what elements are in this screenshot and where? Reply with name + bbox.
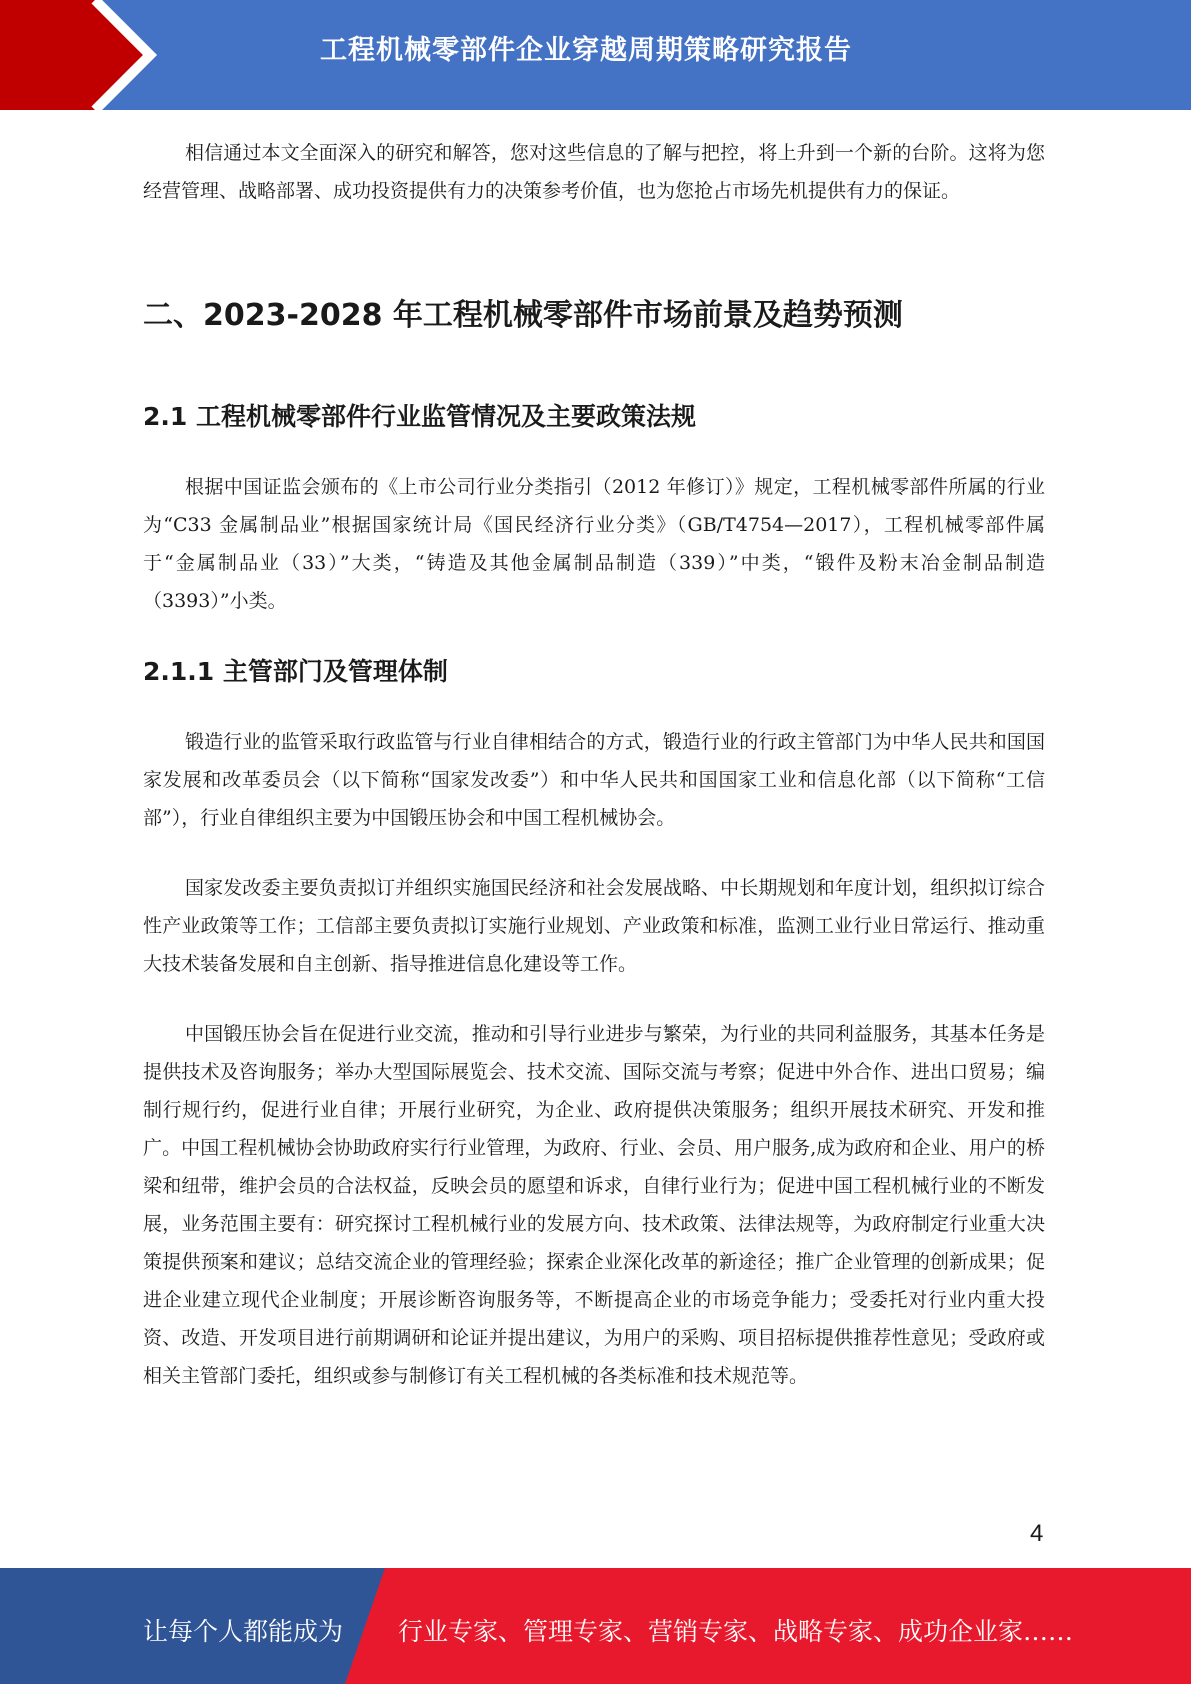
report-title: 工程机械零部件企业穿越周期策略研究报告 xyxy=(320,35,852,66)
section-2-1-body xyxy=(143,468,1045,620)
section-2-1-paragraph: 根据中国证监会颁布的《上市公司行业分类指引（2012 年修订）》规定，工程机械零部件所属的行业为“C33 金属制品业”根据国家统计局《国民经济行业分类》（GB/T4754—2017），工程机械零部件属于“金属制品业（33）”大类，“铸造及其他金属制品制造（339）”中类，“锻件及粉末冶金制品制造（3393）”小类。 xyxy=(143,476,1045,612)
page-number: 4 xyxy=(1030,1520,1044,1547)
paragraph-ndrc-miit: 国家发改委主要负责拟订并组织实施国民经济和社会发展战略、中长期规划和年度计划，组织拟订综合性产业政策等工作；工信部主要负责拟订实施行业规划、产业政策和标准，监测工业行业日常运行、推动重大技术装备发展和自主创新、指导推进信息化建设等工作。 xyxy=(143,877,1045,975)
section-2-1-1-body-3 xyxy=(143,1015,1045,1395)
intro-paragraph: 相信通过本文全面深入的研究和解答，您对这些信息的了解与把控，将上升到一个新的台阶。这将为您经营管理、战略部署、成功投资提供有力的决策参考价值，也为您抢占市场先机提供有力的保证。 xyxy=(143,142,1045,202)
footer-slogan-right: 行业专家、管理专家、营销专家、战略专家、成功企业家…… xyxy=(398,1617,1074,1646)
section-2-1-1-heading: 2.1.1 主管部门及管理体制 xyxy=(143,657,448,686)
page-header xyxy=(0,0,1191,110)
section-2-heading: 二、2023-2028 年工程机械零部件市场前景及趋势预测 xyxy=(143,298,903,333)
section-2-1-1-body xyxy=(143,723,1045,837)
paragraph-associations: 中国锻压协会旨在促进行业交流，推动和引导行业进步与繁荣，为行业的共同利益服务，其基本任务是提供技术及咨询服务；举办大型国际展览会、技术交流、国际交流与考察；促进中外合作、进出口贸易；编制行规行约，促进行业自律；开展行业研究，为企业、政府提供决策服务；组织开展技术研究、开发和推广。中国工程机械协会协助政府实行行业管理，为政府、行业、会员、用户服务,成为政府和企业、用户的桥梁和纽带，维护会员的合法权益，反映会员的愿望和诉求，自律行业行为；促进中国工程机械行业的不断发展，业务范围主要有：研究探讨工程机械行业的发展方向、技术政策、法律法规等，为政府制定行业重大决策提供预案和建议；总结交流企业的管理经验；探索企业深化改革的新途径；推广企业管理的创新成果；促进企业建立现代企业制度；开展诊断咨询服务等，不断提高企业的市场竞争能力；受委托对行业内重大投资、改造、开发项目进行前期调研和论证并提出建议，为用户的采购、项目招标提供推荐性意见；受政府或相关主管部门委托，组织或参与制修订有关工程机械的各类标准和技术规范等。 xyxy=(143,1023,1045,1387)
section-2-1-heading: 2.1 工程机械零部件行业监管情况及主要政策法规 xyxy=(143,402,696,431)
page-footer xyxy=(0,1568,1191,1684)
intro-section xyxy=(143,134,1045,210)
section-2-1-1-body-2 xyxy=(143,869,1045,983)
footer-slogan-left: 让每个人都能成为 xyxy=(143,1617,344,1646)
paragraph-regulators: 锻造行业的监管采取行政监管与行业自律相结合的方式，锻造行业的行政主管部门为中华人民共和国国家发展和改革委员会（以下简称“国家发改委”）和中华人民共和国国家工业和信息化部（以下简称“工信部”），行业自律组织主要为中国锻压协会和中国工程机械协会。 xyxy=(143,731,1045,829)
